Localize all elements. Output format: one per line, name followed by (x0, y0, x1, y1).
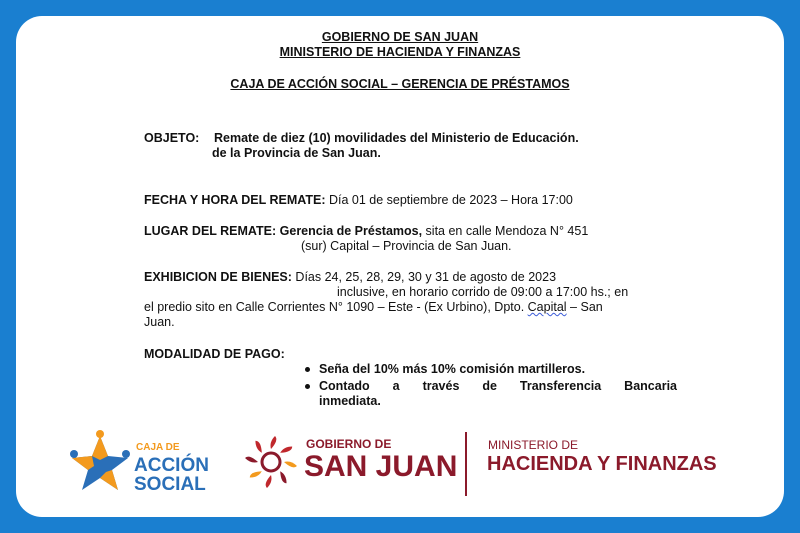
caja-accion-social-logo-icon (68, 430, 132, 492)
exhibicion-line1: Días 24, 25, 28, 29, 30 y 31 de agosto de 2023 (291, 270, 557, 284)
ministerio-logo-line1: MINISTERIO DE (488, 438, 579, 452)
logo-divider (465, 432, 467, 496)
lugar-value: sita en calle Mendoza N° 451 (422, 224, 589, 238)
san-juan-sun-logo-icon (243, 434, 299, 490)
header-government: GOBIERNO DE SAN JUAN (321, 30, 479, 44)
exhibicion-capital: Capital (527, 300, 567, 314)
lugar-label: LUGAR DEL REMATE: (144, 224, 277, 238)
bullet-dot (305, 367, 310, 372)
lugar-row (144, 224, 588, 239)
header-ministry: MINISTERIO DE HACIENDA Y FINANZAS (279, 45, 521, 59)
caja-logo-line3: SOCIAL (134, 474, 206, 495)
notice-card (16, 16, 784, 517)
gobierno-logo-line1: GOBIERNO DE (306, 437, 392, 451)
bullet-dot (305, 384, 310, 389)
ministerio-logo-line2: HACIENDA Y FINANZAS (487, 453, 717, 475)
exhibicion-row (144, 270, 556, 285)
modalidad-bullet-1: Seña del 10% más 10% comisión martilleros. (319, 362, 586, 376)
exhibicion-line3: el predio sito en Calle Corrientes N° 1090 – Este - (Ex Urbino), Dpto. Capital – San (144, 300, 603, 314)
exhibicion-line4: Juan. (144, 315, 175, 329)
fecha-value: Día 01 de septiembre de 2023 – Hora 17:00 (325, 193, 573, 207)
exhibicion-line2: inclusive, en horario corrido de 09:00 a 17:00 hs.; en (337, 285, 629, 299)
modalidad-bullet-2: Contado a través de Transferencia Bancaria (319, 379, 677, 393)
objeto-label: OBJETO: (144, 131, 200, 145)
fecha-label: FECHA Y HORA DEL REMATE: (144, 193, 326, 207)
fecha-row (144, 193, 573, 208)
objeto-line1: Remate de diez (10) movilidades del Ministerio de Educación. (214, 131, 579, 145)
modalidad-label: MODALIDAD DE PAGO: (144, 347, 285, 361)
header-office: CAJA DE ACCIÓN SOCIAL – GERENCIA DE PRÉSTAMOS (230, 77, 570, 91)
caja-logo-line2: ACCIÓN (134, 455, 209, 476)
lugar-line2: (sur) Capital – Provincia de San Juan. (301, 239, 512, 253)
caja-logo-line1: CAJA DE (136, 442, 180, 453)
modalidad-bullet-3: inmediata. (319, 394, 381, 408)
lugar-value-bold: Gerencia de Préstamos, (276, 224, 423, 238)
exhibicion-label: EXHIBICION DE BIENES: (144, 270, 292, 284)
gobierno-logo-line2: SAN JUAN (304, 450, 458, 483)
objeto-line2: de la Provincia de San Juan. (212, 146, 381, 160)
